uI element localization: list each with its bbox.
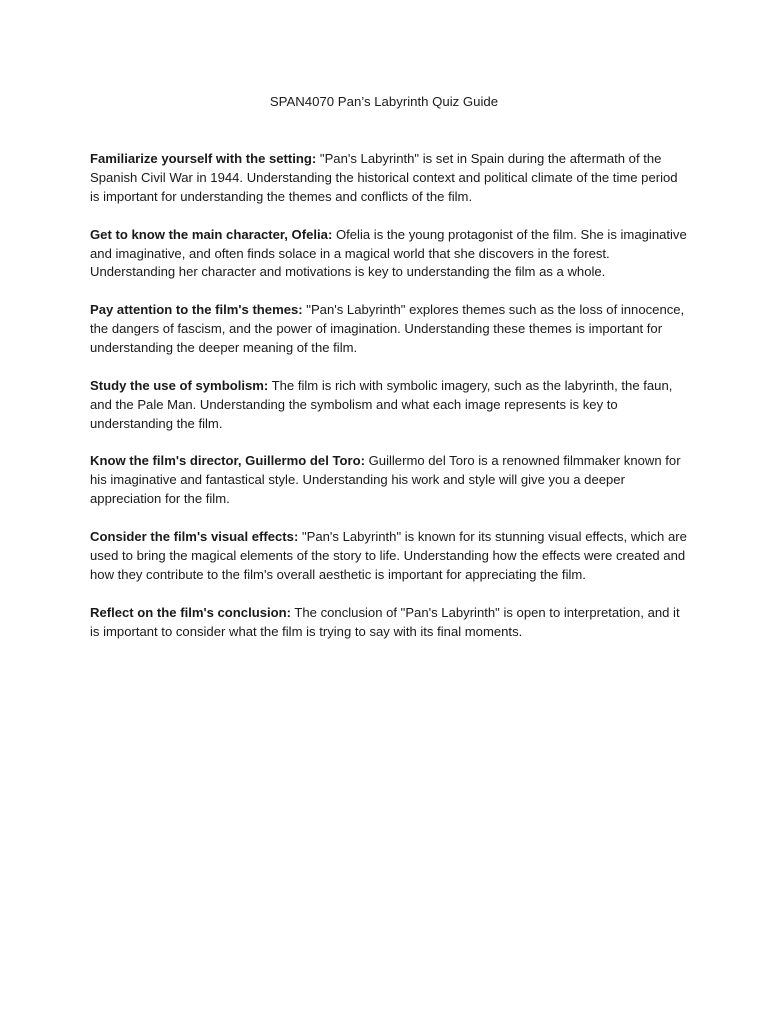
section-paragraph	[90, 226, 690, 283]
section-heading: Study the use of symbolism:	[90, 377, 269, 393]
section-heading: Know the film's director, Guillermo del Toro:	[90, 453, 365, 469]
section-heading: Pay attention to the film's themes:	[90, 302, 303, 318]
section-heading: Consider the film's visual effects:	[90, 529, 299, 545]
section-paragraph	[90, 377, 690, 434]
section-paragraph	[90, 604, 690, 642]
section-paragraph	[90, 301, 690, 358]
section-body: "Pan's Labyrinth" explores themes such as the loss of innocence, the dangers of fascism, and the power of imagination. Understanding these themes is important for understanding the deeper meaning of the film.	[90, 302, 685, 356]
section-paragraph	[90, 150, 690, 207]
section-body: Ofelia is the young protagonist of the film. She is imaginative and imaginative, and often finds solace in a magical world that she discovers in the forest. Understanding her character and motivations is key to understanding the film as a whole.	[90, 226, 687, 280]
section-body: The conclusion of "Pan's Labyrinth" is open to interpretation, and it is important to consider what the film is trying to say with its final moments.	[90, 604, 680, 639]
document-body	[90, 150, 690, 660]
section-body: Guillermo del Toro is a renowned filmmaker known for his imaginative and fantastical style. Understanding his work and style will give you a deeper appreciation for the film.	[90, 453, 681, 507]
section-body: The film is rich with symbolic imagery, such as the labyrinth, the faun, and the Pale Man. Understanding the symbolism and what each image represents is key to understanding the film.	[90, 377, 673, 431]
section-body: "Pan's Labyrinth" is known for its stunning visual effects, which are used to bring the magical elements of the story to life. Understanding how the effects were created and how they contribute to the film's overall aesthetic is important for appreciating the film.	[90, 529, 687, 582]
document-title: SPAN4070 Pan’s Labyrinth Quiz Guide	[269, 94, 499, 109]
section-heading: Get to know the main character, Ofelia:	[90, 226, 333, 242]
section-heading: Familiarize yourself with the setting:	[90, 151, 317, 166]
section-body: "Pan's Labyrinth" is set in Spain during the aftermath of the Spanish Civil War in 1944. Understanding the historical context and political climate of the time period is important for understanding the themes and conflicts of the film.	[90, 151, 678, 204]
section-paragraph	[90, 528, 690, 585]
section-paragraph	[90, 452, 690, 509]
section-heading: Reflect on the film's conclusion:	[90, 604, 291, 620]
